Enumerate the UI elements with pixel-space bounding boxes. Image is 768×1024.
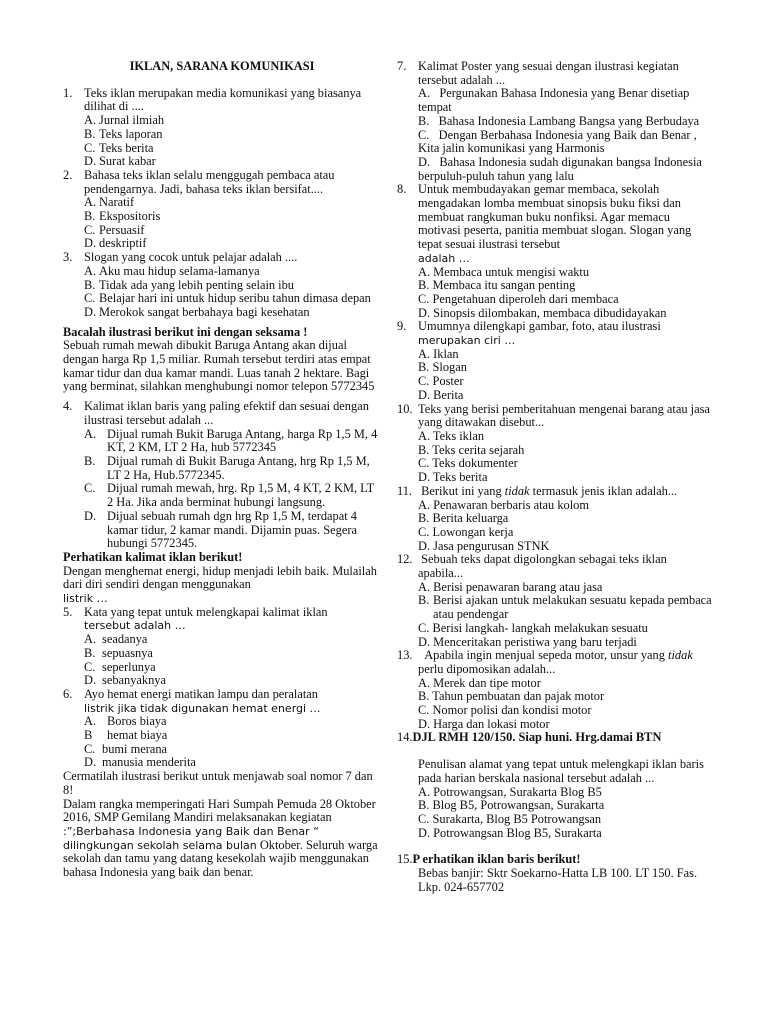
option-letter: C. <box>418 291 430 306</box>
question-2-options <box>63 196 381 251</box>
option-text: Potrowangsan, Surakarta Blog B5 <box>433 784 602 799</box>
question-number: 14. <box>397 730 413 745</box>
option-text: Berisi ajakan untuk melakukan sesuatu kepada pembaca atau pendengar <box>433 593 712 622</box>
illustration-3-instruction: Cermatilah ilustrasi berikut untuk menjawab soal nomor 7 dan 8! <box>63 769 373 797</box>
option-text: Slogan <box>432 360 467 375</box>
option-text: Berisi penawaran barang atau jasa <box>433 579 603 594</box>
question-number: 6. <box>63 686 73 701</box>
option-letter: C. <box>84 222 96 237</box>
option-letter: B. <box>418 593 430 608</box>
option-letter: B. <box>84 209 96 224</box>
option-letter: D. <box>84 304 97 319</box>
option-letter: D. <box>84 236 97 251</box>
question-text <box>418 553 713 580</box>
question-number: 8. <box>397 182 407 197</box>
question-1 <box>63 87 381 114</box>
option-letter: C. <box>84 291 96 306</box>
option-text: Membaca untuk mengisi waktu <box>433 264 590 279</box>
option-text: Teks iklan <box>432 428 485 443</box>
question-12-options <box>397 581 713 650</box>
question-text-end: adalah … <box>418 251 470 265</box>
option-letter: A. <box>84 113 97 128</box>
option-text: Penawaran berbaris atau kolom <box>433 497 590 512</box>
question-12 <box>397 553 713 580</box>
question-text: Umumnya dilengkapi gambar, foto, atau ilustrasi <box>418 319 661 334</box>
question-13 <box>397 649 713 676</box>
option-letter: C. <box>84 481 96 496</box>
option-letter: C. <box>418 374 430 389</box>
question-text: Kata yang tepat untuk melengkapai kalimat iklan <box>84 604 328 619</box>
option-text: hemat biaya <box>107 728 168 743</box>
question-number: 11. <box>397 483 413 498</box>
option-letter: B. <box>84 277 96 292</box>
illustration-3-text <box>63 798 381 880</box>
question-10-options <box>397 430 713 485</box>
option-text: Ekspositoris <box>99 209 161 224</box>
option-text: manusia menderita <box>102 755 196 770</box>
option-letter: D. <box>84 673 97 688</box>
option-text: Dijual rumah Bukit Baruga Antang, harga Rp 1,5 M, 4 KT, 2 KM, LT 2 Ha, hub 5772345 <box>107 426 378 455</box>
option-text: Berita <box>433 387 464 402</box>
question-number: 15. <box>397 852 413 867</box>
question-6-options <box>63 715 381 770</box>
option-text: Teks berita <box>432 470 488 485</box>
question-2 <box>63 169 381 196</box>
option-letter: B. <box>84 126 96 141</box>
option-text: Merokok sangat berbahaya bagi kesehatan <box>99 304 310 319</box>
option-text: Bahasa Indonesia Lambang Bangsa yang Berbudaya <box>438 113 700 128</box>
option-letter: D. <box>418 716 431 731</box>
illustration-3-text-part: Dalam rangka memperingati Hari Sumpah Pemuda 28 Oktober 2016, SMP Gemilang Mandiri melaksanakan kegiatan <box>63 796 376 825</box>
illustration-2-text-end: listrik … <box>63 592 108 606</box>
question-13-options <box>397 677 713 732</box>
option-letter: C. <box>84 140 96 155</box>
question-7 <box>397 60 713 87</box>
option-text: Pengetahuan diperoleh dari membaca <box>432 291 619 306</box>
option-text: Berita keluarga <box>432 511 509 526</box>
option-letter: A. <box>418 264 431 279</box>
option-letter: B. <box>418 278 430 293</box>
option-text: Merek dan tipe motor <box>433 675 541 690</box>
option-letter: D. <box>418 470 431 485</box>
option-text: Surat kabar <box>99 154 156 169</box>
option-text: Boros biaya <box>107 714 167 729</box>
option-text: Belajar hari ini untuk hidup seribu tahun dimasa depan <box>99 291 371 306</box>
option-letter: C. <box>418 703 430 718</box>
option-text: Poster <box>432 374 464 389</box>
question-text: Kalimat iklan baris yang paling efektif dan sesuai dengan ilustrasi tersebut adalah ... <box>84 399 369 427</box>
emphasis-word: tidak <box>668 648 693 663</box>
question-4-options <box>63 428 381 551</box>
question-text-part: Sebuah teks dapat digolongkan sebagai teks iklan apabila... <box>418 552 667 581</box>
option-text: Aku mau hidup selama-lamanya <box>99 263 260 278</box>
option-text: Naratif <box>99 195 135 210</box>
option-letter: A. <box>84 426 97 441</box>
question-9 <box>397 320 713 347</box>
option-letter: B. <box>418 113 430 128</box>
question-15-heading: P erhatikan iklan baris berikut! <box>412 852 581 867</box>
option-text: Teks laporan <box>99 126 163 141</box>
option-text: Harga dan lokasi motor <box>433 716 550 731</box>
question-14-options <box>397 786 713 841</box>
question-number: 4. <box>63 399 73 414</box>
option-text: Jurnal ilmiah <box>99 113 165 128</box>
option-letter: B. <box>84 453 96 468</box>
question-text-part: Berikut ini yang <box>421 483 502 498</box>
option-text: Dijual rumah mewah, hrg. Rp 1,5 M, 4 KT, 2 KM, LT 2 Ha. Jika anda berminat hubungi langsung. <box>107 481 374 510</box>
question-11-options <box>397 499 713 554</box>
question-1-options <box>63 114 381 169</box>
question-text-part: termasuk jenis iklan adalah... <box>532 483 678 498</box>
option-text: Bahasa Indonesia sudah digunakan bangsa Indonesia berpuluh-puluh tahun yang lalu <box>418 154 702 183</box>
question-number: 1. <box>63 85 73 100</box>
option-text: Teks berita <box>99 140 154 155</box>
question-3 <box>63 251 381 265</box>
option-text: Dijual sebuah rumah dgn hrg Rp 1,5 M, terdapat 4 kamar tidur, 2 kamar mandi. Dijamin puas. Segera hubungi 5772345. <box>107 508 357 551</box>
option-letter: B. <box>84 645 96 660</box>
option-letter: C. <box>418 620 430 635</box>
question-number: 5. <box>63 604 73 619</box>
option-letter: B <box>84 728 93 743</box>
option-text: Jasa pengurusan STNK <box>433 538 550 553</box>
option-letter: A. <box>418 579 431 594</box>
option-text: Berisi langkah- langkah melakukan sesuatu <box>432 620 648 635</box>
option-text: Nomor polisi dan kondisi motor <box>432 703 592 718</box>
option-text: deskriptif <box>99 236 147 251</box>
option-letter: A. <box>418 428 431 443</box>
option-letter: B. <box>418 798 430 813</box>
question-text <box>418 485 713 499</box>
option-letter: A. <box>418 784 431 799</box>
left-column <box>63 60 381 880</box>
option-text: Pergunakan Bahasa Indonesia yang Benar disetiap tempat <box>418 86 690 115</box>
option-text: Surakarta, Blog B5 Potrowangsan <box>432 811 602 826</box>
page-title: IKLAN, SARANA KOMUNIKASI <box>129 59 315 73</box>
question-text: Bahasa teks iklan selalu menggugah pembaca atau pendengarnya. Jadi, bahasa teks iklan bersifat.... <box>84 167 335 196</box>
option-letter: D. <box>418 154 431 169</box>
option-text: Persuasif <box>99 222 145 237</box>
option-text: Teks dokumenter <box>432 456 518 471</box>
question-15 <box>397 853 713 894</box>
illustration-1-heading: Bacalah ilustrasi berikut ini dengan seksama ! <box>63 324 308 339</box>
option-letter: C. <box>84 741 96 756</box>
question-10 <box>397 403 713 430</box>
option-text: Iklan <box>433 346 459 361</box>
question-11 <box>397 485 713 499</box>
option-letter: B. <box>418 689 430 704</box>
option-letter: D. <box>84 508 97 523</box>
question-number: 10. <box>397 401 413 416</box>
question-14 <box>397 731 713 785</box>
option-letter: A. <box>418 346 431 361</box>
question-number: 12. <box>397 552 413 567</box>
question-5-options <box>63 633 381 688</box>
option-text: Tahun pembuatan dan pajak motor <box>432 689 605 704</box>
option-letter: C. <box>418 127 430 142</box>
question-text <box>418 649 713 676</box>
emphasis-word: tidak <box>504 483 530 498</box>
question-text: Slogan yang cocok untuk pelajar adalah .... <box>84 250 298 265</box>
option-text: sebanyaknya <box>102 673 166 688</box>
question-text-part: perlu dipomosikan adalah... <box>418 661 556 676</box>
question-7-options <box>397 87 713 183</box>
option-text: sepuasnya <box>102 645 153 660</box>
question-3-options <box>63 265 381 320</box>
option-text: Membaca itu sangan penting <box>432 278 576 293</box>
question-text: Penulisan alamat yang tepat untuk melengkapi iklan baris pada harian berskala nasional tersebut adalah ... <box>418 757 704 785</box>
option-letter: A. <box>84 195 97 210</box>
option-letter: A. <box>84 263 97 278</box>
option-text: bumi merana <box>102 741 168 756</box>
option-letter: D. <box>84 755 97 770</box>
option-text: Menceritakan peristiwa yang baru terjadi <box>433 634 637 649</box>
illustration-3-text-part: :”;Berbahasa Indonesia yang Baik dan Benar “ dilingkungan sekolah selama bulan <box>63 824 319 852</box>
option-letter: C. <box>418 811 430 826</box>
option-letter: C. <box>418 524 430 539</box>
option-letter: B. <box>418 360 430 375</box>
option-letter: B. <box>418 442 430 457</box>
question-9-options <box>397 348 713 403</box>
question-text-end: listrik jika tidak digunakan hemat energi … <box>84 701 321 715</box>
question-number: 13. <box>397 648 413 663</box>
question-text-end: tersebut adalah … <box>84 619 186 633</box>
illustration-2-text: Dengan menghemat energi, hidup menjadi lebih baik. Mulailah dari diri sendiri dengan menggunakan <box>63 563 377 592</box>
question-number: 2. <box>63 167 73 182</box>
option-letter: D. <box>418 538 431 553</box>
option-text: Tidak ada yang lebih penting selain ibu <box>99 277 295 292</box>
option-text: Sinopsis dilombakan, membaca dibudidayakan <box>433 305 667 320</box>
illustration-2-heading: Perhatikan kalimat iklan berikut! <box>63 549 243 564</box>
option-letter: C. <box>418 456 430 471</box>
question-text: Teks yang berisi pemberitahuan mengenai barang atau jasa yang ditawakan disebut... <box>418 401 710 430</box>
question-15-ad-text: Bebas banjir: Sktr Soekarno-Hatta LB 100. LT 150. Fas. Lkp. 024-657702 <box>418 866 698 894</box>
question-number: 9. <box>397 319 407 334</box>
question-text: Kalimat Poster yang sesuai dengan ilustrasi kegiatan tersebut adalah ... <box>418 59 679 87</box>
question-text: Teks iklan merupakan media komunikasi yang biasanya dilihat di .... <box>84 85 362 114</box>
option-letter: B. <box>418 511 430 526</box>
question-text: Untuk membudayakan gemar membaca, sekolah mengadakan lomba membuat sinopsis buku fiksi dan membuat rangkuman buku nonfiksi. Agar memacu motivasi peserta, panitia membuat slogan. Slogan yang tepat sesuai ilustrasi tersebut <box>418 182 692 252</box>
option-letter: A. <box>84 632 97 647</box>
question-6 <box>63 688 381 715</box>
option-text: Lowongan kerja <box>432 524 514 539</box>
option-text: Dengan Berbahasa Indonesia yang Baik dan Benar , Kita jalin komunikasi yang Harmonis <box>418 127 697 156</box>
option-letter: A. <box>418 86 431 101</box>
question-8 <box>397 183 713 265</box>
question-14-ad-text: DJL RMH 120/150. Siap huni. Hrg.damai BTN <box>412 730 662 745</box>
question-text-part: Apabila ingin menjual sepeda motor, unsur yang <box>424 648 665 663</box>
question-8-options <box>397 266 713 321</box>
option-letter: C. <box>84 659 96 674</box>
option-text: Blog B5, Potrowangsan, Surakarta <box>432 798 605 813</box>
option-text: seadanya <box>102 632 148 647</box>
illustration-3-text-part: Oktober. Seluruh warga sekolah dan tamu yang datang kesekolah wajib menggunakan bahasa Indonesia yang baik dan benar. <box>63 837 378 880</box>
illustration-1-text: Sebuah rumah mewah dibukit Baruga Antang akan dijual dengan harga Rp 1,5 miliar. Rumah tersebut terdiri atas empat kamar tidur dan dua kamar mandi. Luas tanah 2 hektare. Bagi yang berminat, silahkan menghubungi nomor telepon 5772345 <box>63 338 375 394</box>
question-4 <box>63 400 381 427</box>
option-letter: A. <box>84 714 97 729</box>
question-text-end: merupakan ciri … <box>418 334 516 348</box>
option-letter: D. <box>418 387 431 402</box>
question-5 <box>63 606 381 633</box>
option-letter: D. <box>418 305 431 320</box>
option-text: seperlunya <box>102 659 156 674</box>
option-text: Potrowangsan Blog B5, Surakarta <box>433 825 602 840</box>
right-column <box>397 60 713 894</box>
option-letter: A. <box>418 675 431 690</box>
option-text: Dijual rumah di Bukit Baruga Antang, hrg Rp 1,5 M, LT 2 Ha, Hub.5772345. <box>107 453 370 482</box>
option-letter: D. <box>418 634 431 649</box>
option-letter: A. <box>418 497 431 512</box>
question-number: 3. <box>63 250 73 265</box>
option-letter: D. <box>84 154 97 169</box>
option-letter: D. <box>418 825 431 840</box>
question-number: 7. <box>397 59 407 73</box>
question-text: Ayo hemat energi matikan lampu dan peralatan <box>84 686 318 701</box>
option-text: Teks cerita sejarah <box>432 442 525 457</box>
